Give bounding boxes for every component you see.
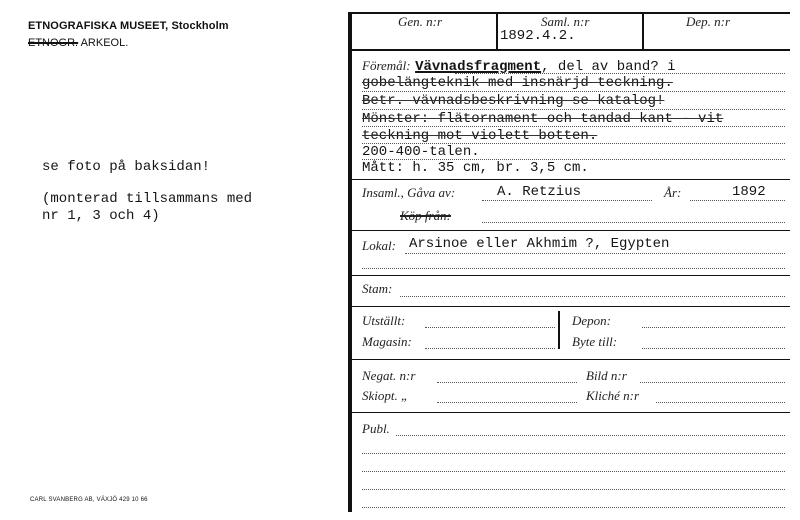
saml-label: Saml. n:r (541, 14, 590, 29)
kop-label: Köp från: (400, 208, 451, 223)
insaml-value: A. Retzius (497, 184, 582, 200)
utstallt-label: Utställt: (362, 313, 406, 328)
main-vertical-rule (348, 12, 352, 512)
lokal-dotted-1 (405, 253, 785, 254)
publ-dotted-3 (362, 471, 785, 472)
negat-dotted (437, 382, 577, 383)
kliche-label: Kliché n:r (586, 388, 640, 403)
stam-bottom-rule (350, 306, 790, 307)
negat-label: Negat. n:r (362, 368, 416, 383)
foremal-line6: 200-400-talen. (362, 144, 480, 160)
byte-label: Byte till: (572, 334, 618, 349)
gen-label: Gen. n:r (398, 14, 443, 29)
year-label: År: (664, 185, 682, 200)
magasin-label: Magasin: (362, 334, 412, 349)
utstallt-bottom-rule (350, 359, 790, 360)
mounting-note-line2: nr 1, 3 och 4) (42, 208, 160, 224)
header-bottom-rule (350, 49, 790, 51)
lokal-dotted-2 (362, 268, 785, 269)
insaml-bottom-rule (350, 230, 790, 231)
negat-bottom-rule (350, 412, 790, 413)
foremal-line3: Betr. vävnadsbeskrivning se katalog! (362, 93, 665, 109)
department-crossed: ETNOGR. (28, 37, 79, 49)
foremal-dotted-1 (455, 73, 785, 74)
department-line (28, 37, 128, 49)
printer-imprint: CARL SVANBERG AB, VÄXJÖ 429 10 66 (30, 497, 148, 503)
bild-dotted (640, 382, 785, 383)
saml-value: 1892.4.2. (500, 28, 576, 44)
publ-dotted-1 (396, 435, 785, 436)
bild-label: Bild n:r (586, 368, 627, 383)
object-name: Vävnadsfragment (415, 59, 542, 75)
lokal-label: Lokal: (362, 238, 396, 253)
depon-dotted (642, 327, 785, 328)
publ-dotted-2 (362, 453, 785, 454)
header-divider-2 (642, 12, 644, 50)
foremal-dotted-6 (362, 159, 785, 160)
utstallt-dotted (425, 327, 555, 328)
publ-dotted-5 (362, 507, 785, 508)
foremal-dotted-3 (362, 109, 785, 110)
stam-dotted (400, 296, 785, 297)
utstallt-divider (558, 311, 560, 349)
foremal-label: Föremål: (362, 58, 411, 73)
foremal-line1-rest: , del av band? i (541, 59, 676, 75)
insaml-label: Insaml., Gåva av: (362, 185, 456, 200)
skiopt-dotted (437, 402, 577, 403)
foremal-line4: Mönster: flätornament och tandad kant - vit (362, 111, 724, 127)
institution-heading: ETNOGRAFISKA MUSEET, Stockholm (28, 20, 229, 32)
foremal-bottom-rule (350, 179, 790, 180)
magasin-dotted (425, 348, 555, 349)
foremal-line7: Mått: h. 35 cm, br. 3,5 cm. (362, 160, 589, 176)
foremal-dotted-4 (362, 126, 785, 127)
lokal-bottom-rule (350, 275, 790, 276)
foremal-line2: gobelängteknik med insnärjd teckning. (362, 75, 673, 91)
kliche-dotted (656, 402, 785, 403)
foremal-dotted-5 (362, 143, 785, 144)
byte-dotted (642, 348, 785, 349)
stam-label: Stam: (362, 281, 393, 296)
depon-label: Depon: (572, 313, 611, 328)
photo-note: se foto på baksidan! (42, 159, 211, 175)
mounting-note-line1: (monterad tillsammans med (42, 191, 253, 207)
publ-dotted-4 (362, 489, 785, 490)
publ-label: Publ. (362, 421, 390, 436)
kop-dotted (482, 222, 785, 223)
insaml-dotted (482, 200, 652, 201)
year-dotted (690, 200, 785, 201)
dep-label: Dep. n:r (686, 14, 731, 29)
department-value: ARKEOL. (78, 37, 129, 49)
header-divider-1 (496, 12, 498, 50)
lokal-value: Arsinoe eller Akhmim ?, Egypten (409, 236, 670, 252)
year-value: 1892 (732, 184, 766, 200)
foremal-line5: teckning mot violett botten. (362, 128, 598, 144)
skiopt-label: Skiopt. „ (362, 388, 409, 403)
foremal-dotted-2 (362, 91, 785, 92)
